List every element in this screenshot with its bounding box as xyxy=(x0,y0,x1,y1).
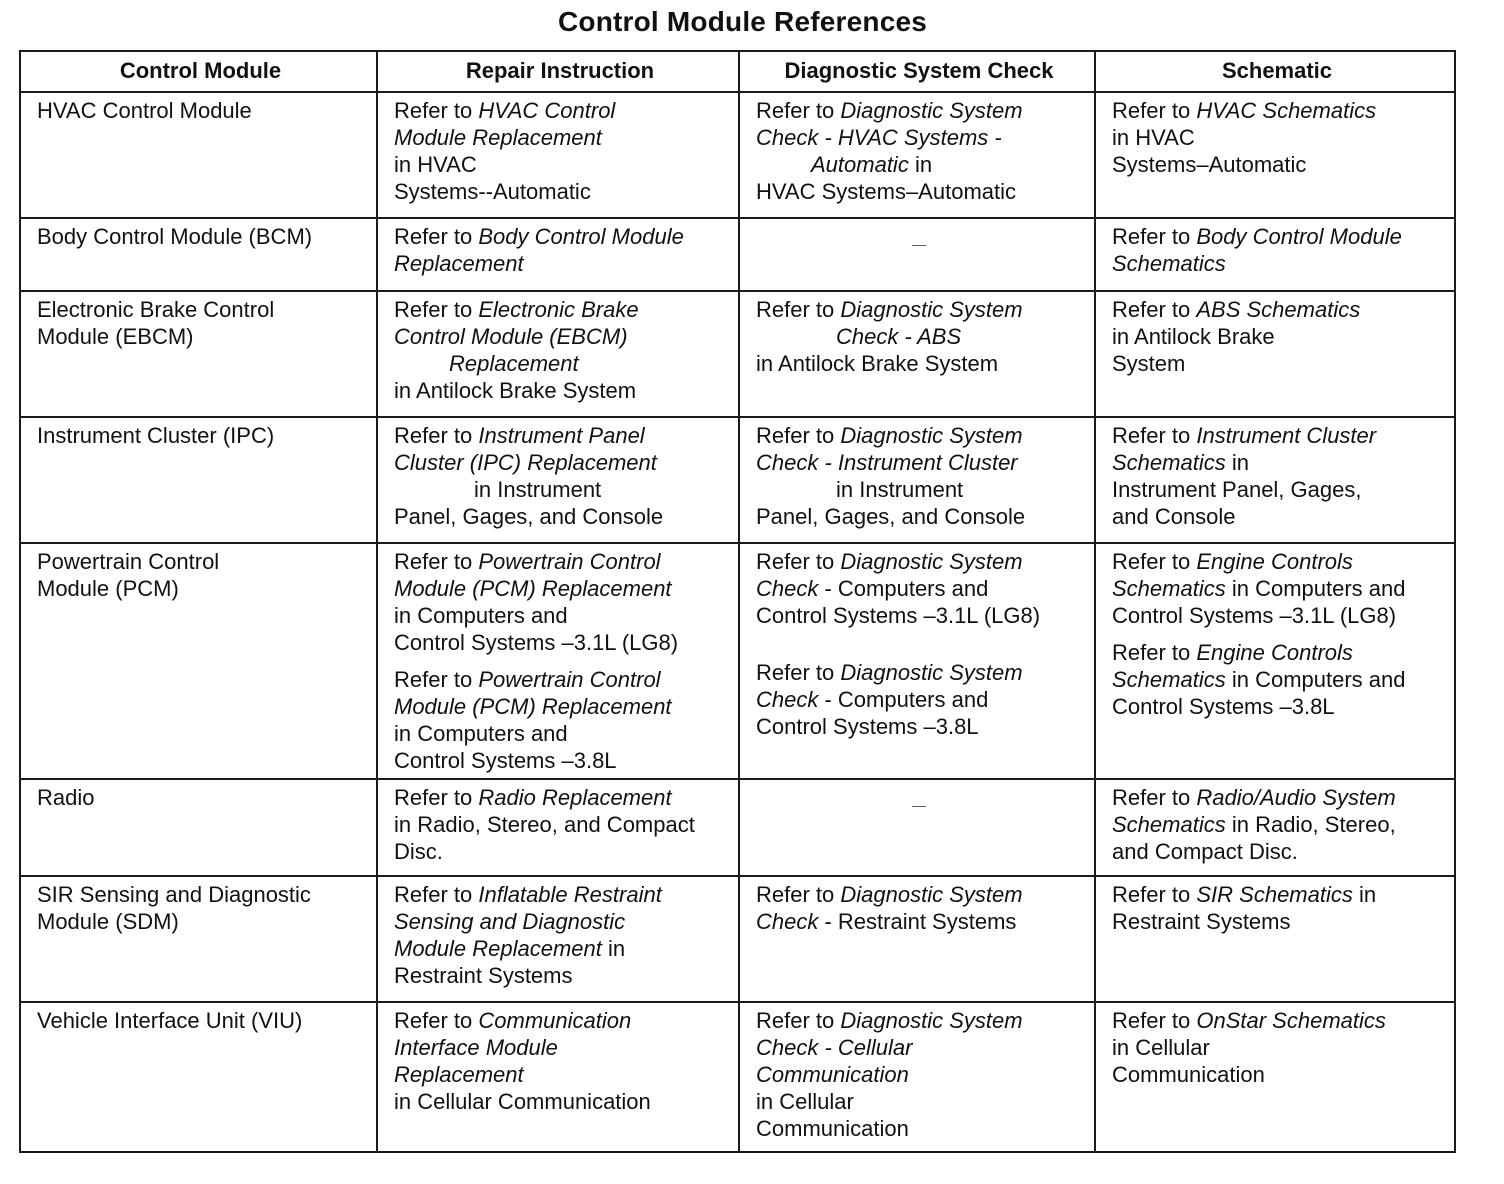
cell-control-module xyxy=(20,218,377,291)
cell-line xyxy=(394,629,726,656)
reference-title: Diagnostic System xyxy=(840,660,1023,685)
reference-title: Check xyxy=(756,909,819,934)
reference-title: Replacement xyxy=(394,251,524,276)
text-fragment: Disc. xyxy=(394,839,443,864)
reference-title: Check - Instrument Cluster xyxy=(756,450,1018,475)
cell-line xyxy=(394,935,726,962)
cell-line xyxy=(394,575,726,602)
text-fragment: Instrument Panel, Gages, xyxy=(1112,477,1362,502)
text-fragment: and Compact Disc. xyxy=(1112,839,1298,864)
reference-title: Electronic Brake xyxy=(478,297,639,322)
reference-title: Diagnostic System xyxy=(840,423,1023,448)
text-fragment: Refer to xyxy=(394,667,479,692)
reference-title: Automatic xyxy=(811,152,909,177)
reference-title: Powertrain Control xyxy=(478,667,661,692)
cell-line xyxy=(1112,666,1442,693)
reference-title: Schematics xyxy=(1112,667,1226,692)
text-fragment: - Restraint Systems xyxy=(818,909,1017,934)
cell-line xyxy=(394,908,726,935)
cell-line xyxy=(1112,602,1442,629)
text-fragment: in xyxy=(908,152,933,177)
text-fragment: in HVAC xyxy=(394,152,477,177)
cell-line xyxy=(756,575,1082,602)
cell-line xyxy=(756,602,1082,629)
reference-title: Body Control Module xyxy=(478,224,684,249)
reference-title: Module (PCM) Replacement xyxy=(394,694,672,719)
header-row xyxy=(20,51,1455,92)
cell-line xyxy=(394,881,726,908)
header-repair-instruction: Repair Instruction xyxy=(377,51,739,92)
text-fragment: and Console xyxy=(1112,504,1236,529)
text-fragment: - Computers and xyxy=(818,687,989,712)
reference-title: Check - HVAC Systems - xyxy=(756,125,1002,150)
reference-title: Radio/Audio System xyxy=(1196,785,1396,810)
cell-line xyxy=(1112,1007,1442,1034)
text-fragment: Refer to xyxy=(1112,98,1197,123)
cell-line xyxy=(1112,151,1442,178)
cell-line xyxy=(394,1061,726,1088)
cell-line xyxy=(394,693,726,720)
reference-title: Inflatable Restraint xyxy=(478,882,662,907)
header-diagnostic-system-check: Diagnostic System Check xyxy=(739,51,1095,92)
cell-line: Module (PCM) xyxy=(37,576,179,601)
cell-diagnostic-system-check xyxy=(739,291,1095,417)
reference-title: Cluster (IPC) Replacement xyxy=(394,450,657,475)
cell-line xyxy=(394,323,726,350)
cell-diagnostic-system-check xyxy=(739,543,1095,779)
text-fragment: Communication xyxy=(756,1116,909,1141)
text-fragment: Refer to xyxy=(1112,297,1197,322)
cell-line xyxy=(756,323,1082,350)
text-fragment: - Computers and xyxy=(818,576,989,601)
cell-control-module xyxy=(20,543,377,779)
reference-title: Module Replacement xyxy=(394,936,602,961)
text-fragment: Control Systems –3.8L xyxy=(756,714,979,739)
cell-line xyxy=(1112,449,1442,476)
cell-line xyxy=(394,124,726,151)
text-fragment: in xyxy=(1225,450,1249,475)
table-row xyxy=(20,1002,1455,1152)
reference-title: Module (PCM) Replacement xyxy=(394,576,672,601)
cell-repair-instruction xyxy=(377,876,739,1002)
cell-line xyxy=(394,422,726,449)
cell-line xyxy=(394,476,726,503)
empty-cell-dash: — xyxy=(912,236,926,252)
cell-line xyxy=(756,296,1082,323)
text-fragment: in Computers and xyxy=(1225,667,1406,692)
cell-line xyxy=(756,503,1082,530)
cell-line xyxy=(1112,422,1442,449)
reference-title: Instrument Panel xyxy=(478,423,645,448)
text-fragment: in Computers and xyxy=(394,603,568,628)
cell-diagnostic-system-check xyxy=(739,876,1095,1002)
cell-line xyxy=(756,1088,1082,1115)
text-fragment: in Cellular xyxy=(1112,1035,1210,1060)
text-fragment: Refer to xyxy=(394,297,479,322)
text-fragment: Refer to xyxy=(756,660,841,685)
text-fragment: Refer to xyxy=(394,882,479,907)
text-fragment: in Antilock Brake System xyxy=(394,378,637,403)
reference-title: Engine Controls xyxy=(1196,549,1353,574)
text-fragment: Control Systems –3.1L (LG8) xyxy=(756,603,1041,628)
reference-title: Engine Controls xyxy=(1196,640,1353,665)
cell-line: SIR Sensing and Diagnostic xyxy=(37,882,311,907)
cell-schematic xyxy=(1095,876,1455,1002)
control-module-references-table xyxy=(19,50,1456,1153)
cell-line xyxy=(756,422,1082,449)
text-fragment: in Antilock Brake xyxy=(1112,324,1275,349)
cell-line xyxy=(394,811,726,838)
cell-control-module xyxy=(20,876,377,1002)
text-fragment: Control Systems –3.8L xyxy=(394,748,617,773)
cell-line: Electronic Brake Control xyxy=(37,297,275,322)
cell-line xyxy=(394,720,726,747)
page-title: Control Module References xyxy=(557,6,928,37)
reference-title: Diagnostic System xyxy=(840,1008,1023,1033)
text-fragment: in Antilock Brake System xyxy=(756,351,999,376)
cell-line xyxy=(756,97,1082,124)
cell-line xyxy=(394,1034,726,1061)
cell-line xyxy=(394,602,726,629)
cell-line xyxy=(1112,784,1442,811)
reference-title: Replacement xyxy=(394,1062,524,1087)
reference-title: Diagnostic System xyxy=(840,549,1023,574)
text-fragment: Refer to xyxy=(394,98,479,123)
reference-title: Powertrain Control xyxy=(478,549,661,574)
cell-line xyxy=(1112,124,1442,151)
cell-line xyxy=(394,449,726,476)
text-fragment: in Instrument xyxy=(474,477,602,502)
text-fragment: in Radio, Stereo, and Compact xyxy=(394,812,695,837)
cell-schematic xyxy=(1095,417,1455,543)
reference-title: Schematics xyxy=(1112,251,1226,276)
cell-line xyxy=(756,350,1082,377)
paragraph-gap xyxy=(1112,629,1442,639)
cell-diagnostic-system-check xyxy=(739,92,1095,218)
reference-title: Schematics xyxy=(1112,450,1226,475)
text-fragment: Control Systems –3.1L (LG8) xyxy=(1112,603,1397,628)
cell-line xyxy=(394,223,726,250)
text-fragment: in xyxy=(1352,882,1377,907)
cell-line xyxy=(394,838,726,865)
text-fragment: Panel, Gages, and Console xyxy=(394,504,664,529)
reference-title: Body Control Module xyxy=(1196,224,1402,249)
reference-title: Diagnostic System xyxy=(840,98,1023,123)
text-fragment: Communication xyxy=(1112,1062,1265,1087)
cell-line xyxy=(394,250,726,277)
cell-line xyxy=(756,908,1082,935)
cell-line xyxy=(394,97,726,124)
cell-repair-instruction xyxy=(377,543,739,779)
text-fragment: Systems--Automatic xyxy=(394,179,591,204)
text-fragment: Refer to xyxy=(1112,549,1197,574)
cell-line xyxy=(756,1034,1082,1061)
cell-line xyxy=(1112,323,1442,350)
reference-title: HVAC Control xyxy=(478,98,616,123)
reference-title: Control Module (EBCM) xyxy=(394,324,628,349)
cell-repair-instruction xyxy=(377,291,739,417)
reference-title: Interface Module xyxy=(394,1035,558,1060)
reference-title: Diagnostic System xyxy=(840,882,1023,907)
cell-line: Module (SDM) xyxy=(37,909,179,934)
cell-line: Body Control Module (BCM) xyxy=(37,224,313,249)
cell-line xyxy=(1112,811,1442,838)
text-fragment: in Computers and xyxy=(394,721,568,746)
paragraph-gap xyxy=(756,639,1082,649)
text-fragment: Systems–Automatic xyxy=(1112,152,1307,177)
cell-line: Radio xyxy=(37,785,95,810)
cell-line: Powertrain Control xyxy=(37,549,220,574)
cell-schematic xyxy=(1095,291,1455,417)
text-fragment: Refer to xyxy=(756,297,841,322)
table-row xyxy=(20,417,1455,543)
text-fragment: Refer to xyxy=(394,224,479,249)
header-control-module: Control Module xyxy=(20,51,377,92)
reference-title: Sensing and Diagnostic xyxy=(394,909,626,934)
text-fragment: Refer to xyxy=(394,423,479,448)
text-fragment: Refer to xyxy=(756,549,841,574)
cell-line xyxy=(1112,296,1442,323)
cell-line xyxy=(394,151,726,178)
cell-line xyxy=(394,784,726,811)
text-fragment: Refer to xyxy=(394,549,479,574)
cell-diagnostic-system-check xyxy=(739,779,1095,876)
cell-schematic xyxy=(1095,779,1455,876)
cell-line xyxy=(394,747,726,774)
table-row xyxy=(20,291,1455,417)
text-fragment: in Cellular Communication xyxy=(394,1089,651,1114)
text-fragment: Refer to xyxy=(1112,1008,1197,1033)
cell-repair-instruction xyxy=(377,1002,739,1152)
reference-title: Schematics xyxy=(1112,576,1226,601)
paragraph-gap xyxy=(756,629,1082,639)
text-fragment: Refer to xyxy=(1112,882,1197,907)
cell-line xyxy=(1112,881,1442,908)
cell-line xyxy=(394,962,726,989)
cell-line xyxy=(756,476,1082,503)
text-fragment: in Computers and xyxy=(1225,576,1406,601)
reference-title: Check - Cellular xyxy=(756,1035,913,1060)
text-fragment: Refer to xyxy=(1112,224,1197,249)
cell-schematic xyxy=(1095,218,1455,291)
text-fragment: Refer to xyxy=(1112,785,1197,810)
cell-line xyxy=(1112,639,1442,666)
cell-line xyxy=(1112,575,1442,602)
paragraph-gap xyxy=(756,649,1082,659)
cell-control-module xyxy=(20,1002,377,1152)
cell-line xyxy=(1112,1034,1442,1061)
cell-control-module xyxy=(20,92,377,218)
cell-line xyxy=(394,296,726,323)
reference-title: Check - ABS xyxy=(836,324,962,349)
table-row xyxy=(20,876,1455,1002)
cell-line xyxy=(394,548,726,575)
cell-line: Instrument Cluster (IPC) xyxy=(37,423,275,448)
cell-control-module xyxy=(20,779,377,876)
text-fragment: in Radio, Stereo, xyxy=(1225,812,1396,837)
reference-title: Communication xyxy=(756,1062,909,1087)
cell-line xyxy=(756,1007,1082,1034)
reference-title: Diagnostic System xyxy=(840,297,1023,322)
cell-line xyxy=(756,659,1082,686)
table-row xyxy=(20,543,1455,779)
cell-line xyxy=(1112,503,1442,530)
cell-control-module xyxy=(20,417,377,543)
cell-line xyxy=(756,178,1082,205)
text-fragment: Refer to xyxy=(394,785,479,810)
text-fragment: System xyxy=(1112,351,1186,376)
table-row xyxy=(20,92,1455,218)
text-fragment: in xyxy=(601,936,626,961)
cell-line xyxy=(756,449,1082,476)
reference-title: ABS Schematics xyxy=(1196,297,1361,322)
cell-line xyxy=(394,377,726,404)
cell-line xyxy=(394,503,726,530)
cell-line xyxy=(1112,838,1442,865)
cell-line xyxy=(1112,476,1442,503)
cell-diagnostic-system-check xyxy=(739,417,1095,543)
cell-repair-instruction xyxy=(377,779,739,876)
cell-line: Module (EBCM) xyxy=(37,324,194,349)
cell-line xyxy=(394,666,726,693)
cell-line: Vehicle Interface Unit (VIU) xyxy=(37,1008,303,1033)
reference-title: Module Replacement xyxy=(394,125,602,150)
cell-line xyxy=(1112,693,1442,720)
text-fragment: Restraint Systems xyxy=(394,963,573,988)
reference-title: Radio Replacement xyxy=(478,785,672,810)
reference-title: Schematics xyxy=(1112,812,1226,837)
cell-line xyxy=(756,1115,1082,1142)
cell-line xyxy=(394,1007,726,1034)
cell-line xyxy=(756,124,1082,151)
text-fragment: in HVAC xyxy=(1112,125,1195,150)
cell-line xyxy=(1112,250,1442,277)
text-fragment: Refer to xyxy=(756,98,841,123)
text-fragment: in Cellular xyxy=(756,1089,854,1114)
reference-title: Communication xyxy=(478,1008,632,1033)
cell-schematic xyxy=(1095,92,1455,218)
cell-control-module xyxy=(20,291,377,417)
cell-schematic xyxy=(1095,543,1455,779)
text-fragment: Restraint Systems xyxy=(1112,909,1291,934)
cell-line xyxy=(1112,1061,1442,1088)
reference-title: OnStar Schematics xyxy=(1196,1008,1386,1033)
empty-cell-dash: — xyxy=(912,797,926,813)
text-fragment: Control Systems –3.1L (LG8) xyxy=(394,630,679,655)
cell-line xyxy=(394,1088,726,1115)
cell-line xyxy=(1112,350,1442,377)
cell-line xyxy=(1112,223,1442,250)
cell-line xyxy=(756,881,1082,908)
cell-line xyxy=(756,151,1082,178)
cell-line xyxy=(756,686,1082,713)
reference-title: Instrument Cluster xyxy=(1196,423,1377,448)
text-fragment: Refer to xyxy=(756,882,841,907)
text-fragment: Refer to xyxy=(1112,423,1197,448)
cell-line xyxy=(394,350,726,377)
cell-line xyxy=(756,548,1082,575)
cell-repair-instruction xyxy=(377,92,739,218)
reference-title: Replacement xyxy=(449,351,579,376)
text-fragment: HVAC Systems–Automatic xyxy=(756,179,1017,204)
text-fragment: Control Systems –3.8L xyxy=(1112,694,1335,719)
text-fragment: Panel, Gages, and Console xyxy=(756,504,1026,529)
cell-diagnostic-system-check xyxy=(739,218,1095,291)
cell-line xyxy=(756,713,1082,740)
text-fragment: Refer to xyxy=(1112,640,1197,665)
cell-diagnostic-system-check xyxy=(739,1002,1095,1152)
text-fragment: Refer to xyxy=(756,423,841,448)
cell-repair-instruction xyxy=(377,218,739,291)
reference-title: Check xyxy=(756,687,819,712)
text-fragment: in Instrument xyxy=(836,477,964,502)
table-row xyxy=(20,218,1455,291)
text-fragment: Refer to xyxy=(394,1008,479,1033)
reference-title: SIR Schematics xyxy=(1196,882,1353,907)
cell-repair-instruction xyxy=(377,417,739,543)
header-schematic: Schematic xyxy=(1095,51,1455,92)
cell-line xyxy=(1112,548,1442,575)
text-fragment: Refer to xyxy=(756,1008,841,1033)
reference-title: HVAC Schematics xyxy=(1196,98,1377,123)
cell-line xyxy=(756,1061,1082,1088)
cell-line xyxy=(1112,97,1442,124)
cell-schematic xyxy=(1095,1002,1455,1152)
reference-title: Check xyxy=(756,576,819,601)
cell-line xyxy=(1112,908,1442,935)
table-row xyxy=(20,779,1455,876)
cell-line xyxy=(394,178,726,205)
paragraph-gap xyxy=(394,656,726,666)
cell-line: HVAC Control Module xyxy=(37,98,252,123)
